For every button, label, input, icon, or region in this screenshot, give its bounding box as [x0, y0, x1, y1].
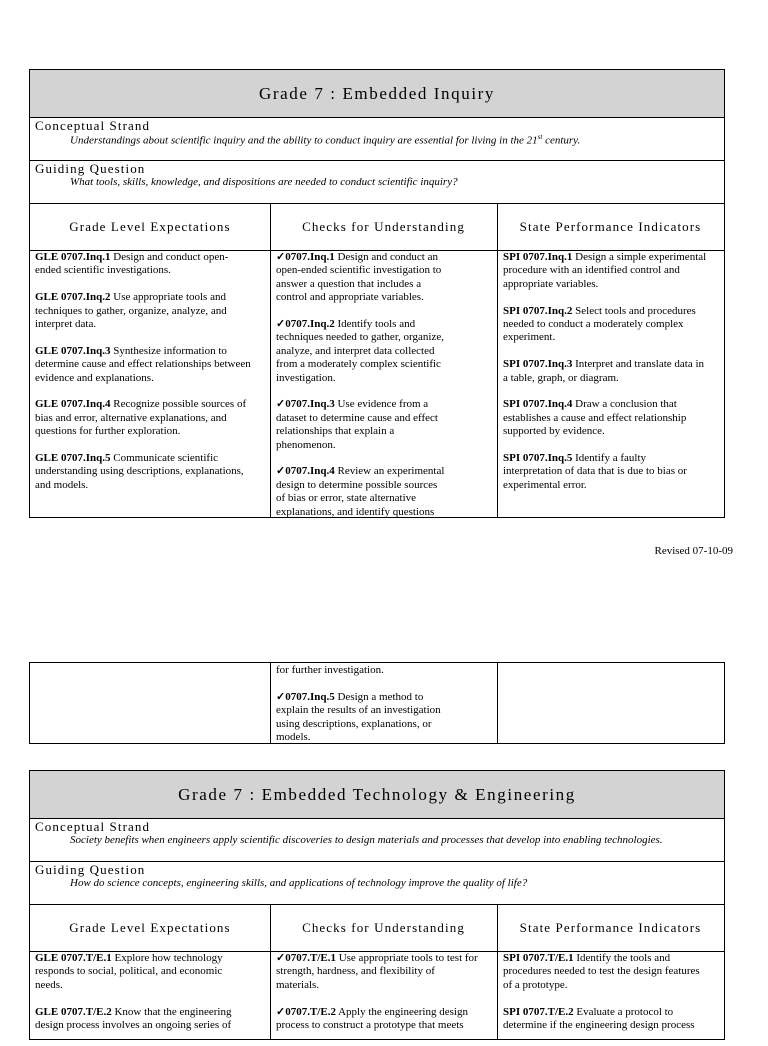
spi-list [503, 952, 723, 1046]
standard-line [35, 952, 267, 965]
standard-line [35, 305, 267, 318]
conceptual-strand-heading: Conceptual Strand [35, 118, 151, 133]
standard-text: interpretation of data that is due to bias or [503, 465, 687, 478]
standard-line [276, 264, 494, 277]
standard-code: GLE 0707.Inq.2 [35, 291, 111, 304]
standard-text: and models. [35, 478, 89, 491]
standard-code: GLE 0707.T/E.1 [35, 952, 112, 964]
standard-line [35, 412, 267, 425]
standard-entry [35, 345, 267, 385]
standard-text: appropriate variables. [503, 277, 599, 290]
standard-line [276, 704, 494, 717]
standard-text: strength, hardness, and flexibility of [276, 965, 435, 978]
standard-text: dataset to determine cause and effect [276, 411, 438, 424]
standard-line [503, 1019, 723, 1032]
standard-text: models. [276, 731, 311, 744]
standard-line [276, 1006, 494, 1019]
standard-entry [35, 1006, 267, 1033]
standard-text: needs. [35, 978, 63, 991]
standard-text: Draw a conclusion that [575, 398, 677, 411]
standard-text: investigation. [276, 371, 336, 384]
standard-code: SPI 0707.Inq.4 [503, 398, 573, 411]
standard-line [35, 425, 267, 438]
standard-text: materials. [276, 978, 320, 991]
standard-line [35, 264, 267, 277]
standard-line [276, 439, 494, 452]
standard-text: Interpret and translate data in [575, 358, 705, 371]
standard-code: SPI 0707.Inq.5 [503, 452, 573, 465]
standard-text: from a moderately complex scientific [276, 358, 441, 371]
standard-entry [276, 398, 494, 452]
standard-code: ✓0707.Inq.2 [276, 318, 335, 331]
column-divider [497, 904, 498, 1039]
standard-line [276, 291, 494, 304]
standard-text: Design a method to [337, 690, 424, 703]
standard-entry [35, 452, 267, 492]
standard-entry [503, 398, 723, 438]
standard-text: Design a simple experimental [575, 251, 707, 263]
cfu-list [276, 251, 494, 532]
standard-text: Design and conduct an [337, 251, 438, 263]
guiding-question-heading: Guiding Question [35, 862, 146, 877]
standard-text: of bias or error, state alternative [276, 492, 417, 505]
standard-text: relationships that explain a [276, 425, 395, 438]
standard-code: SPI 0707.T/E.1 [503, 952, 574, 964]
standard-code: GLE 0707.Inq.5 [35, 452, 111, 465]
standard-text: open-ended scientific investigation to [276, 264, 442, 277]
standard-text: supported by evidence. [503, 425, 605, 438]
standard-line [503, 318, 723, 331]
standard-text: establishes a cause and effect relationship [503, 411, 687, 424]
column-header-gle: Grade Level Expectations [30, 203, 270, 251]
standard-code: ✓0707.T/E.1 [276, 952, 336, 964]
column-divider [270, 663, 271, 743]
standard-text: explanations, and identify questions [276, 505, 435, 518]
standard-line [503, 305, 723, 318]
standard-text: Identify tools and [337, 318, 416, 331]
cfu-continued-list [276, 691, 494, 745]
standard-text: Synthesize information to [113, 344, 227, 357]
standard-line [276, 731, 494, 744]
standard-line [503, 358, 723, 371]
standard-line [503, 412, 723, 425]
standard-line [35, 251, 267, 264]
standard-text: Select tools and procedures [575, 304, 696, 317]
standard-line [276, 979, 494, 992]
standard-entry [276, 318, 494, 385]
standard-entry [35, 251, 267, 278]
standard-line [503, 452, 723, 465]
standard-text: Identify a faulty [575, 452, 647, 465]
embedded-tech-engineering-table [29, 770, 725, 1040]
cfu-list [276, 952, 494, 1046]
standard-line [276, 345, 494, 358]
standard-line [276, 412, 494, 425]
standard-code: SPI 0707.Inq.1 [503, 251, 573, 263]
standard-text: procedure with an identified control and [503, 264, 680, 277]
standard-text: Apply the engineering design [338, 1005, 468, 1018]
standard-entry [503, 1006, 723, 1033]
standard-text: Use appropriate tools to test for [338, 952, 478, 964]
cfu-continued [276, 664, 494, 758]
standard-text: phenomenon. [276, 438, 336, 451]
spi-list [503, 251, 723, 506]
standard-entry [35, 398, 267, 438]
standard-text: control and appropriate variables. [276, 291, 424, 304]
standard-line [276, 691, 494, 704]
standard-entry [503, 452, 723, 492]
standard-line [503, 425, 723, 438]
standard-code: ✓0707.Inq.1 [276, 251, 335, 263]
column-header-spi: State Performance Indicators [497, 904, 724, 952]
standard-entry [276, 1006, 494, 1033]
standard-line [276, 479, 494, 492]
cfu-continued-line: for further investigation. [276, 664, 384, 676]
standard-text: experiment. [503, 331, 556, 344]
standard-line [276, 398, 494, 411]
standard-line [276, 965, 494, 978]
standard-line [276, 318, 494, 331]
standard-text: understanding using descriptions, explanations, [35, 465, 244, 478]
conceptual-strand-heading: Conceptual Strand [35, 819, 151, 834]
continuation-table [29, 662, 725, 744]
standard-line [35, 1006, 267, 1019]
standard-line [35, 465, 267, 478]
standard-line [35, 358, 267, 371]
section-title: Grade 7 : Embedded Technology & Engineering [30, 771, 724, 819]
column-divider [270, 203, 271, 517]
column-header-cfu: Checks for Understanding [270, 203, 497, 251]
standard-line [276, 358, 494, 371]
standard-line [503, 331, 723, 344]
standard-line [35, 479, 267, 492]
standard-text: questions for further exploration. [35, 425, 181, 438]
guiding-question-row [30, 861, 724, 905]
standard-text: ended scientific investigations. [35, 264, 171, 277]
standard-text: Recognize possible sources of [113, 398, 247, 411]
standard-text: Evaluate a protocol to [576, 1005, 674, 1018]
standard-text: process to construct a prototype that meets [276, 1019, 464, 1032]
standard-code: SPI 0707.Inq.3 [503, 358, 573, 371]
standard-line [35, 318, 267, 331]
standard-text: a table, graph, or diagram. [503, 371, 619, 384]
standard-text: Identify the tools and [576, 952, 671, 964]
standard-entry [276, 952, 494, 992]
standard-text: Review an experimental [337, 465, 445, 478]
standard-text: determine cause and effect relationships between [35, 358, 251, 371]
standard-line [503, 398, 723, 411]
standard-text: Use appropriate tools and [113, 291, 226, 304]
standard-line [35, 345, 267, 358]
standard-text: experimental error. [503, 478, 587, 491]
standard-text: Know that the engineering [114, 1005, 232, 1018]
standard-text: determine if the engineering design process [503, 1019, 695, 1032]
standard-line [35, 398, 267, 411]
standard-line [276, 372, 494, 385]
standard-code: GLE 0707.Inq.4 [35, 398, 111, 411]
standard-line [503, 965, 723, 978]
standard-line [276, 718, 494, 731]
columns-area [30, 203, 724, 517]
standard-code: SPI 0707.Inq.2 [503, 304, 573, 317]
standard-text: evidence and explanations. [35, 371, 154, 384]
standard-entry [503, 251, 723, 291]
standard-code: ✓0707.T/E.2 [276, 1005, 336, 1018]
standard-line [503, 1006, 723, 1019]
conceptual-strand-text: Society benefits when engineers apply scientific discoveries to design materials and processes that develop into enabling technologies. [70, 834, 663, 846]
standard-line [35, 291, 267, 304]
standard-code: ✓0707.Inq.3 [276, 398, 335, 411]
standard-line [503, 479, 723, 492]
standard-text: Explore how technology [114, 952, 223, 964]
column-divider [497, 203, 498, 517]
standard-text: bias and error, alternative explanations, and [35, 411, 227, 424]
standard-entry [503, 952, 723, 992]
standard-line [503, 278, 723, 291]
standard-text: needed to conduct a moderately complex [503, 318, 684, 331]
standard-text: Design and conduct open- [113, 251, 229, 263]
standard-line [276, 425, 494, 438]
standard-line [35, 1019, 267, 1032]
section-title: Grade 7 : Embedded Inquiry [30, 70, 724, 118]
conceptual-strand-text: Understandings about scientific inquiry and the ability to conduct inquiry are essential for living in the 21st century. [70, 133, 581, 147]
guiding-question-heading: Guiding Question [35, 161, 146, 176]
standard-line [276, 952, 494, 965]
standard-line [35, 452, 267, 465]
standard-entry [276, 691, 494, 745]
standard-code: GLE 0707.T/E.2 [35, 1005, 112, 1018]
standard-text: techniques to gather, organize, analyze, and [35, 304, 227, 317]
standard-text: procedures needed to test the design features [503, 965, 700, 978]
standard-entry [503, 305, 723, 345]
column-header-gle: Grade Level Expectations [30, 904, 270, 952]
column-divider [497, 663, 498, 743]
standard-line [276, 465, 494, 478]
column-header-spi: State Performance Indicators [497, 203, 724, 251]
standard-line [503, 979, 723, 992]
standard-text: techniques needed to gather, organize, [276, 331, 444, 344]
standard-line [35, 979, 267, 992]
standard-line [503, 372, 723, 385]
column-divider [270, 904, 271, 1039]
standard-entry [35, 952, 267, 992]
standard-code: ✓0707.Inq.4 [276, 465, 335, 478]
standard-entry [276, 465, 494, 519]
standard-line [276, 492, 494, 505]
standard-text: explain the results of an investigation [276, 704, 441, 717]
standard-text: using descriptions, explanations, or [276, 717, 432, 730]
standard-line [503, 952, 723, 965]
gle-list [35, 952, 267, 1046]
standard-text: design to determine possible sources [276, 478, 438, 491]
column-header-cfu: Checks for Understanding [270, 904, 497, 952]
standard-text: Use evidence from a [337, 398, 429, 411]
standard-line [276, 506, 494, 519]
standard-entry [503, 358, 723, 385]
standard-line [503, 465, 723, 478]
conceptual-strand-row [30, 117, 724, 161]
standard-code: GLE 0707.Inq.1 [35, 251, 111, 263]
standard-text: design process involves an ongoing series of [35, 1019, 232, 1032]
standard-line [35, 965, 267, 978]
revised-date: Revised 07-10-09 [654, 545, 733, 557]
standard-line [503, 251, 723, 264]
standard-text: answer a question that includes a [276, 277, 422, 290]
standard-line [35, 372, 267, 385]
standard-entry [35, 291, 267, 331]
standard-text: analyze, and interpret data collected [276, 344, 435, 357]
guiding-question-text: What tools, skills, knowledge, and dispositions are needed to conduct scientific inquiry? [70, 176, 458, 188]
columns-area [30, 904, 724, 1039]
standard-entry [276, 251, 494, 305]
standard-code: GLE 0707.Inq.3 [35, 344, 111, 357]
standard-line [276, 251, 494, 264]
standard-line [276, 1019, 494, 1032]
standard-line [503, 264, 723, 277]
guiding-question-text: How do science concepts, engineering skills, and applications of technology improve the quality of life? [70, 877, 528, 889]
standard-text: interpret data. [35, 318, 97, 331]
gle-list [35, 251, 267, 506]
embedded-inquiry-table [29, 69, 725, 518]
standard-line [276, 331, 494, 344]
standard-line [276, 278, 494, 291]
standard-text: Communicate scientific [113, 452, 219, 465]
standard-text: of a prototype. [503, 978, 568, 991]
standard-code: ✓0707.Inq.5 [276, 690, 335, 703]
standard-text: responds to social, political, and economic [35, 965, 223, 978]
conceptual-strand-row [30, 818, 724, 862]
standard-code: SPI 0707.T/E.2 [503, 1005, 574, 1018]
guiding-question-row [30, 160, 724, 204]
